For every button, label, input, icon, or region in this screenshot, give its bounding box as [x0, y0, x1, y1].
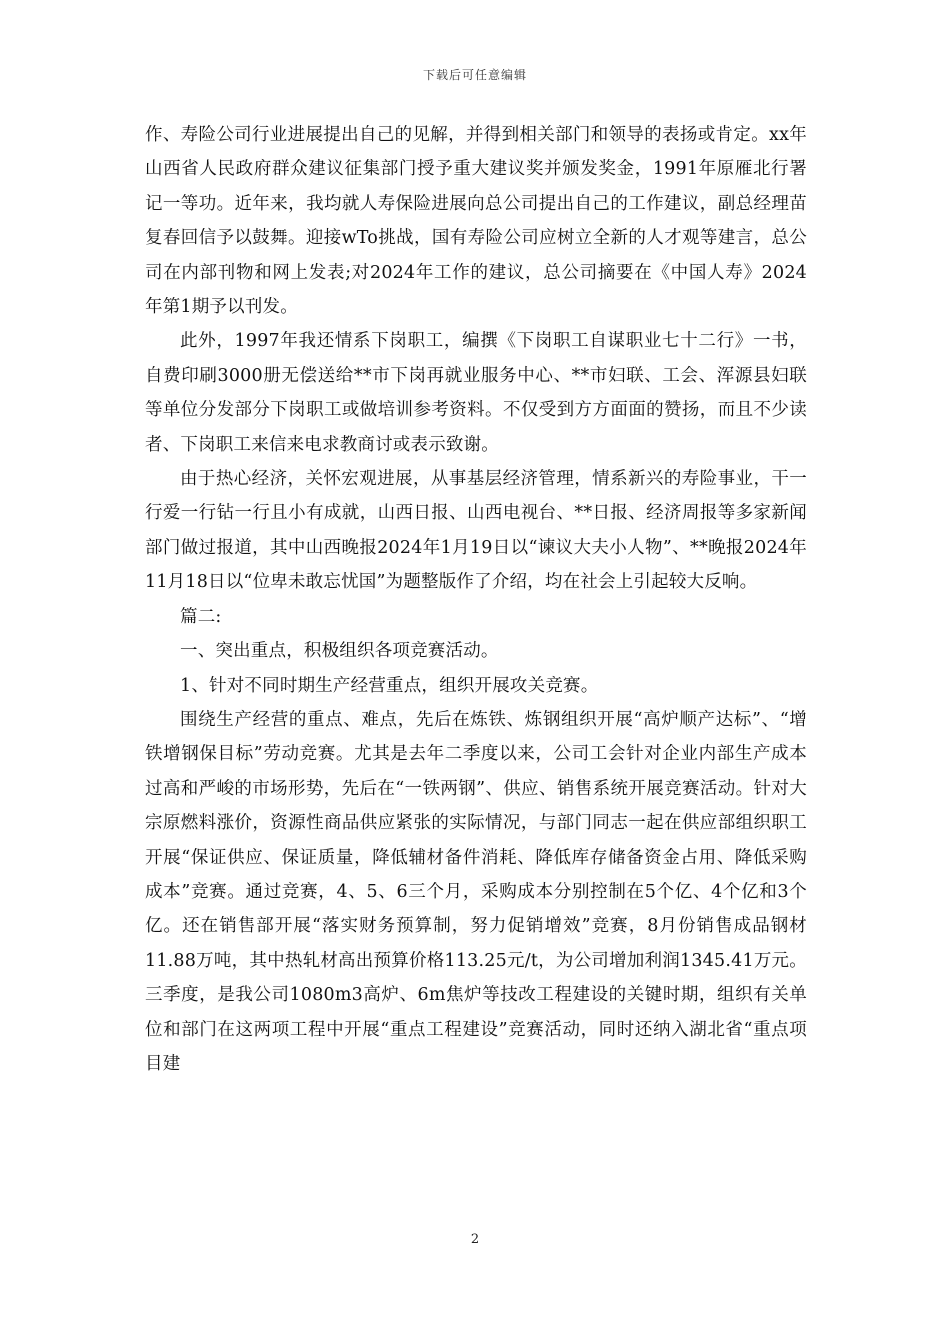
- document-body: [145, 118, 807, 1081]
- paragraph-2: 此外，1997年我还情系下岗职工，编撰《下岗职工自谋职业七十二行》一书，自费印刷3000册无偿送给**市下岗再就业服务中心、**市妇联、工会、浑源县妇联等单位分发部分下岗职工或做培训参考资料。不仅受到方方面面的赞扬，而且不少读者、下岗职工来信来电求教商讨或表示致谢。: [145, 331, 807, 455]
- paragraph-4: 围绕生产经营的重点、难点，先后在炼铁、炼钢组织开展“高炉顺产达标”、“增铁增钢保目标”劳动竞赛。尤其是去年二季度以来，公司工会针对企业内部生产成本过高和严峻的市场形势，先后在“一铁两钢”、供应、销售系统开展竞赛活动。针对大宗原燃料涨价，资源性商品供应紧张的实际情况，与部门同志一起在供应部组织职工开展“保证供应、保证质量，降低辅材备件消耗、降低库存储备资金占用、降低采购成本”竞赛。通过竞赛，4、5、6三个月，采购成本分别控制在5个亿、4个亿和3个亿。还在销售部开展“落实财务预算制，努力促销增效”竞赛，8月份销售成品钢材11.88万吨，其中热轧材高出预算价格113.25元/t，为公司增加利润1345.41万元。三季度，是我公司1080m3高炉、6m焦炉等技改工程建设的关键时期，组织有关单位和部门在这两项工程中开展“重点工程建设”竞赛活动，同时还纳入湖北省“重点项目建: [145, 709, 807, 1074]
- paragraph-1: 作、寿险公司行业进展提出自己的见解，并得到相关部门和领导的表扬或肯定。xx年山西省人民政府群众建议征集部门授予重大建议奖并颁发奖金，1991年原雁北行署记一等功。近年来，我均就人寿保险进展向总公司提出自己的工作建议，副总经理苗复春回信予以鼓舞。迎接wTo挑战，国有寿险公司应树立全新的人才观等建言，总公司在内部刊物和网上发表;对2024年工作的建议，总公司摘要在《中国人寿》2024年第1期予以刊发。: [145, 125, 807, 318]
- page-header: 下载后可任意编辑: [422, 68, 527, 82]
- section-title: 篇二:: [180, 606, 222, 627]
- page-number: 2: [470, 1232, 480, 1247]
- paragraph-3: 由于热心经济，关怀宏观进展，从事基层经济管理，情系新兴的寿险事业，干一行爱一行钻一行且小有成就，山西日报、山西电视台、**日报、经济周报等多家新闻部门做过报道，其中山西晚报2024年1月19日以“谏议大夫小人物”、**晚报2024年11月18日以“位卑未敢忘忧国”为题整版作了介绍，均在社会上引起较大反响。: [145, 469, 807, 593]
- subheading-1: 1、针对不同时期生产经营重点，组织开展攻关竞赛。: [180, 675, 599, 696]
- heading-1: 一、突出重点，积极组织各项竞赛活动。: [180, 641, 499, 662]
